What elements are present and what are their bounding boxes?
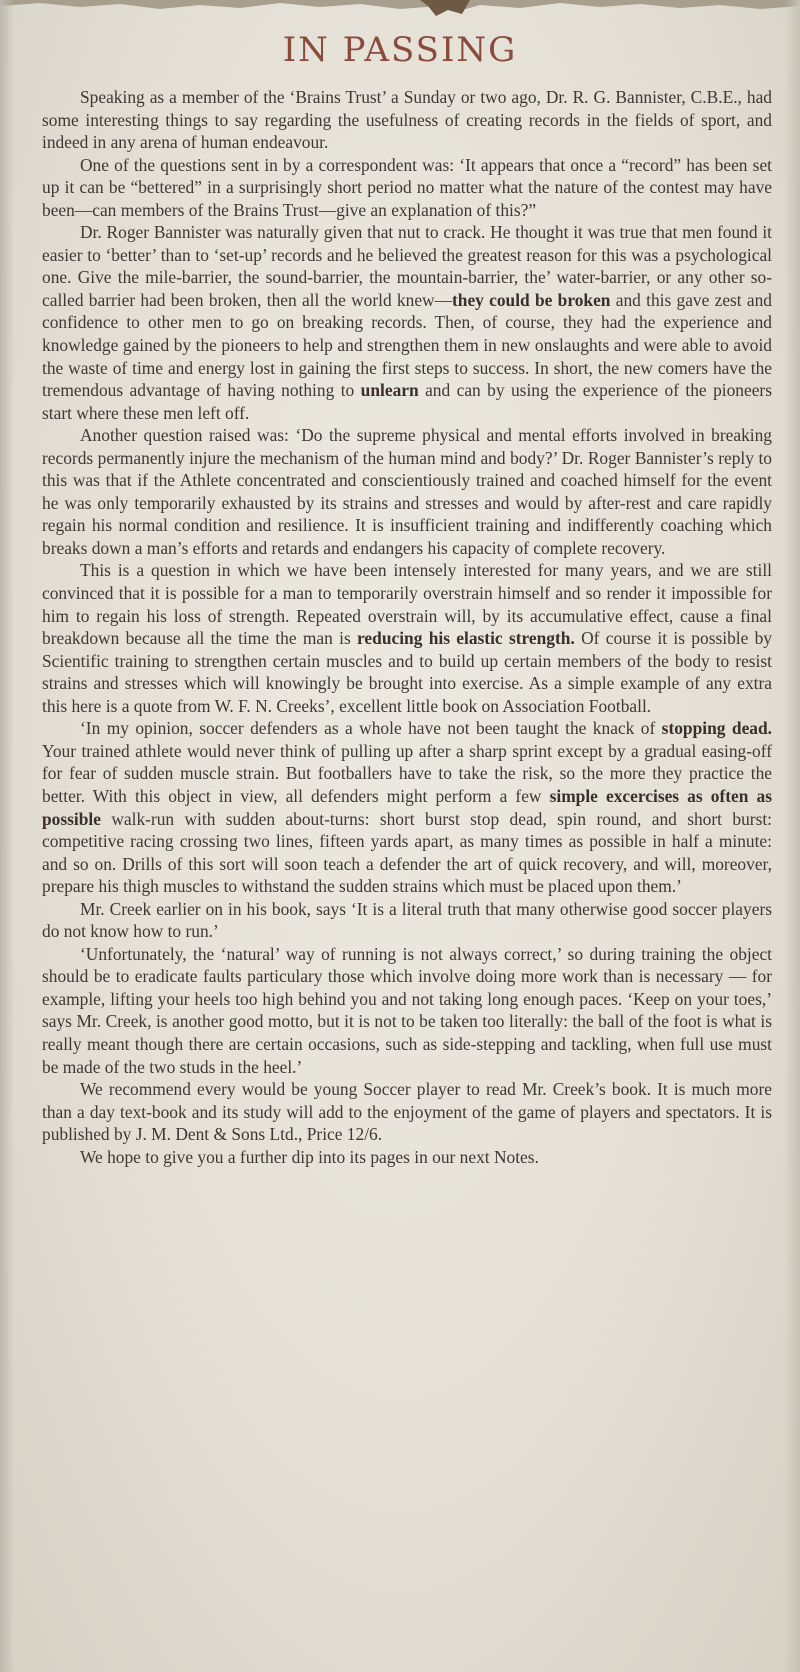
emphasis-elastic-strength: reducing his elastic strength. [357, 628, 575, 649]
paragraph-3 [42, 221, 772, 424]
paragraph-7: Mr. Creek earlier on in his book, says ‘It is a literal truth that many otherwise good soccer players do not know how to run.’ [42, 898, 772, 942]
emphasis-could-be-broken: they could be broken [452, 289, 611, 310]
emphasis-stopping-dead: stopping dead. [661, 718, 772, 739]
paragraph-8: ‘Unfortunately, the ‘natural’ way of running is not always correct,’ so during training the object should be to eradicate faults particulary those which involve doing more work than is necessary — for example, lifting your heels too high behind you and not taking long enough paces. ‘Keep on your toes,’ says Mr. Creek, is another good motto, but it is not to be taken too literally: the ball of the foot is what is really meant though there are certain occasions, such as side-stepping and tackling, when full use must be made of the two studs in the heel.’ [42, 943, 772, 1077]
paragraph-6-text-e: walk-run with sudden about-turns: short burst stop dead, spin round, and short burst: competitive racing crossing two lines, fifteen yards apart, as many times as possible in half a minute: and so on. Drills of this sort will soon teach a defender the art of quick recovery, and will, moreover, prepare his thigh muscles to withstand the sudden strains which must be placed upon them.’ [42, 808, 772, 897]
paragraph-6-quote [42, 717, 772, 897]
emphasis-simple-exercises: simple excercises as often as possible [42, 785, 772, 829]
paragraph-5-text-a: This is a question in which we have been intensely interested for many years, and we are still convinced that it is possible for a man to temporarily overstrain himself and so render it impossible for him to regain his loss of strength. Repeated overstrain will, by its accumulative effect, cause a final breakdown because all the time the man is [42, 560, 772, 649]
torn-top-edge [0, 0, 800, 18]
article-title: IN PASSING [282, 30, 518, 70]
paragraph-3-text-a: Dr. Roger Bannister was naturally given that nut to crack. He thought it was true that men found it easier to ‘better’ than to ‘set-up’ records and he believed the greatest reason for this was a psychological one. Give the mile-barrier, the sound-barrier, the mountain-barrier, the’ water-barrier, or any other so-called barrier had been broken, then all the world knew— [42, 222, 772, 310]
paragraph-2: One of the questions sent in by a correspondent was: ‘It appears that once a “record” has been set up it can be “bettered” in a surprisingly short period no matter what the nature of the contest may have been—can members of the Brains Trust—give an explanation of this?” [42, 154, 772, 220]
paragraph-5 [42, 559, 772, 717]
paragraph-3-text-e: and can by using the experience of the pioneers start where these men left off. [42, 380, 772, 423]
paragraph-6-text-c: Your trained athlete would never think of pulling up after a sharp sprint except by a gradual easing-off for fear of sudden muscle strain. But footballers have to take the risk, so the more they practice the better. With this object in view, all defenders might perform a few [42, 740, 772, 806]
paragraph-4: Another question raised was: ‘Do the supreme physical and mental efforts involved in breaking records permanently injure the mechanism of the human mind and body?’ Dr. Roger Bannister’s reply to this was that if the Athlete concentrated and conscientiously trained and coached himself for the event he was only temporarily exhausted by its strains and stresses and would by after-rest and care rapidly regain his normal condition and resilience. It is insufficient training and indifferently coaching which breaks down a man’s efforts and retards and endangers his capacity of complete recovery. [42, 425, 772, 558]
paragraph-3-text-c: and this gave zest and confidence to other men to go on breaking records. Then, of course, they had the experience and knowledge gained by the pioneers to help and strengthen them in new onslaughts and were able to avoid the waste of time and energy lost in gaining the first steps to success. In short, the new comers have the tremendous advantage of having nothing to [42, 289, 773, 401]
page-left-shadow [0, 0, 14, 1672]
paragraph-5-text-c: Of course it is possible by Scientific training to strengthen certain muscles and to build up certain members of the body to resist strains and stresses which will knowingly be brought into exercise. As a simple example of any extra this here is a quote from W. F. N. Creeks’, excellent little book on Association Football. [42, 628, 773, 716]
paragraph-1: Speaking as a member of the ‘Brains Trust’ a Sunday or two ago, Dr. R. G. Bannister, C.B.E., had some interesting things to say regarding the usefulness of creating records in the fields of sport, and indeed in any arena of human endeavour. [42, 87, 772, 153]
page-right-shadow [784, 0, 800, 1672]
paragraph-9: We recommend every would be young Soccer player to read Mr. Creek’s book. It is much more than a day text-book and its study will add to the enjoyment of the game of players and spectators. It is published by J. M. Dent & Sons Ltd., Price 12/6. [42, 1079, 772, 1145]
emphasis-unlearn: unlearn [360, 380, 419, 401]
paragraph-10: We hope to give you a further dip into its pages in our next Notes. [80, 1146, 539, 1167]
article-body [42, 86, 772, 1168]
paragraph-6-text-a: ‘In my opinion, soccer defenders as a whole have not been taught the knack of [80, 718, 662, 739]
